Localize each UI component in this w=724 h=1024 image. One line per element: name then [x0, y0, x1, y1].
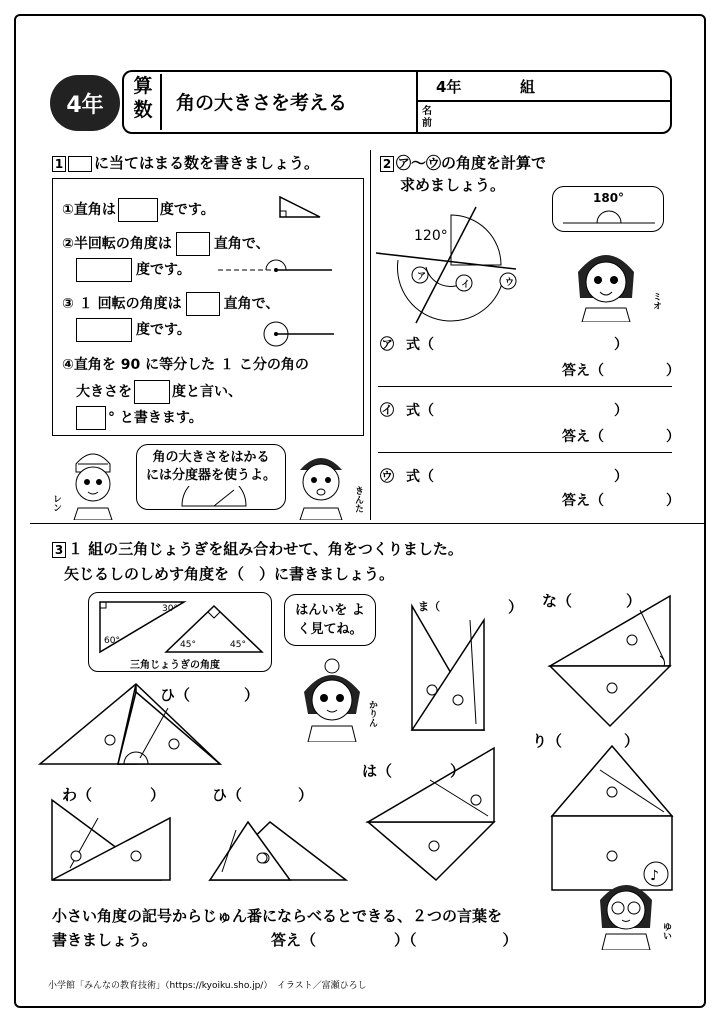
q3-label-na: な（ — [542, 592, 573, 610]
q3-label-hi1: ひ（ — [160, 686, 191, 704]
q2-row-u-answer: 答え（ — [562, 493, 604, 509]
q2-row-i-answer: 答え（ — [562, 429, 604, 445]
q2-row-i-close: ） — [614, 403, 628, 419]
q1-item3-tail2: 度です。 — [136, 322, 191, 338]
page-title: 角の大きさを考える — [176, 92, 348, 114]
mio-name: ミオ — [651, 292, 661, 310]
q1-item3-text: ③ １ 回転の角度は — [62, 296, 182, 312]
q2-row-u-mark: ㋒ — [380, 469, 394, 485]
q1-item2-tail: 直角で、 — [213, 236, 270, 252]
q1-item4: ④直角を 90 に等分した １ こ分の角の — [62, 357, 309, 373]
q1-item4-tail2: ° と書きます。 — [108, 410, 203, 426]
q2-row-u-formula-label: 式（ — [406, 469, 434, 485]
bubble-line2: には分度器を使うよ。 — [145, 468, 276, 483]
q1-item4-tail: 度と言い、 — [172, 384, 242, 400]
q3-label-ha: は（ — [362, 762, 393, 780]
karin-name: かりん — [367, 700, 377, 727]
q2-row-a-close: ） — [614, 337, 628, 353]
q3-heading-l1: １ 組の三角じょうぎを組み合わせて、角をつくりました。 — [68, 540, 463, 558]
q3-label-ha-close: ） — [450, 762, 466, 780]
final-answer-mid: ）（ — [394, 931, 417, 949]
q2-heading-l1: ㋐～㋒の角度を計算で — [396, 154, 547, 172]
q2-row-a-formula-label: 式（ — [406, 337, 434, 353]
q2-angle-label: 120° — [414, 228, 448, 244]
q2-row-u-answer-close: ） — [666, 493, 680, 509]
svg-text:♪: ♪ — [650, 868, 659, 884]
q3-heading-l2: 矢じるしのしめす角度を（ ）に書きましょう。 — [64, 565, 395, 583]
q3-label-na-close: ） — [626, 592, 642, 610]
q2-row-a-mark: ㋐ — [380, 337, 394, 353]
angle-45-left: 45° — [180, 640, 196, 650]
bubble-line1: 角の大きさをはかる — [152, 450, 270, 465]
yui-name: ゆい — [661, 922, 671, 940]
q3-label-ri: り（ — [532, 732, 563, 750]
final-question — [52, 904, 518, 952]
q2-bubble-angle: 180° — [593, 191, 625, 205]
q1-item2-tail2: 度です。 — [136, 262, 191, 278]
q1-item2-text: ②半回転の角度は — [62, 236, 172, 252]
name-label: 名前 — [422, 106, 432, 129]
karin-bubble: はんいを よく見てね。 — [284, 594, 376, 646]
q3-label-ri-close: ） — [624, 732, 640, 750]
q1-heading-text: に当てはまる数を書きましょう。 — [94, 154, 320, 172]
ruler-caption: 三角じょうぎの角度 — [130, 660, 220, 671]
q2-row-i-answer-close: ） — [666, 429, 680, 445]
footer-credit: 小学館「みんなの教育技術」（https://kyoiku.sho.jp/） イラスト／富瀬ひろし — [48, 981, 367, 991]
kinta-name: きんた — [353, 486, 363, 513]
q3-label-hi2-close: ） — [298, 786, 314, 804]
q3-label-ma — [418, 596, 440, 615]
angle-60: 60° — [104, 636, 120, 646]
final-answer-label: 答え（ — [271, 931, 317, 949]
q1-item4-text: 大きさを — [76, 384, 132, 400]
q2-row-a-answer-close: ） — [666, 363, 680, 379]
class-label: 組 — [520, 78, 536, 96]
grade-badge-text: 4年 — [66, 92, 104, 118]
q2-row-i-mark: ㋑ — [380, 403, 394, 419]
q2-mark-a: ア — [417, 272, 427, 282]
q3-number: 3 — [52, 542, 66, 558]
angle-30: 30° — [162, 604, 178, 614]
q1-item3-tail: 直角で、 — [223, 296, 280, 312]
q3-label-ma-text: ま（ — [418, 600, 440, 613]
ren-name: レン — [51, 494, 61, 512]
q1-number: 1 — [52, 156, 66, 172]
subject-label: 算数 — [126, 74, 162, 130]
q3-label-hi1-close: ） — [244, 686, 260, 704]
class-grade: 4年 — [436, 78, 462, 96]
q2-mark-i: イ — [461, 280, 471, 290]
angle-45-right: 45° — [230, 640, 246, 650]
q2-number: 2 — [380, 156, 394, 172]
final-question-l2: 書きましょう。 — [52, 931, 158, 949]
q2-row-i-formula-label: 式（ — [406, 403, 434, 419]
q1-item1-text: ①直角は — [62, 202, 116, 218]
q3-label-ma-close: ） — [508, 598, 524, 616]
final-answer-close: ） — [502, 931, 518, 949]
q2-row-a-answer: 答え（ — [562, 363, 604, 379]
q1-item1-tail: 度です。 — [159, 202, 215, 218]
q2-row-u-close: ） — [614, 469, 628, 485]
final-question-l1: 小さい角度の記号からじゅん番にならべるとできる、２つの言葉を — [52, 907, 503, 925]
q3-label-hi2: ひ（ — [212, 786, 243, 804]
q2-heading-l2: 求めましょう。 — [400, 176, 506, 194]
q2-mark-u: ウ — [505, 278, 515, 288]
q3-label-wa: わ（ — [62, 786, 93, 804]
q3-label-wa-close: ） — [150, 786, 166, 804]
